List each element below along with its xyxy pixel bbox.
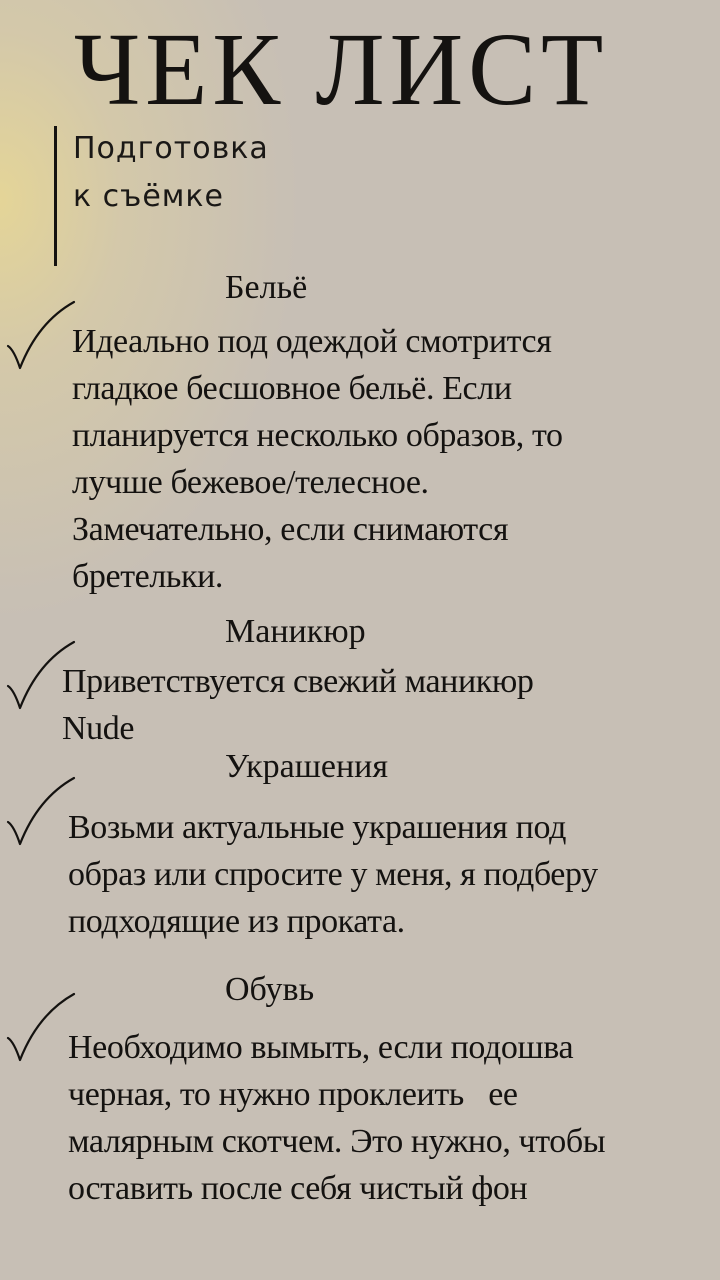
- text-line: Приветствуется свежий маникюр: [62, 663, 534, 700]
- text-line: Возьми актуальные украшения под: [68, 809, 566, 846]
- section-heading-jewelry: Украшения: [225, 748, 388, 785]
- text-line: образ или спросите у меня, я подберу: [68, 856, 598, 893]
- subtitle-line: к съёмке: [73, 179, 225, 214]
- text-line: Nude: [62, 710, 135, 747]
- section-text-underwear: [72, 318, 563, 600]
- text-line: оставить после себя чистый фон: [68, 1170, 528, 1207]
- text-line: подходящие из проката.: [68, 903, 405, 940]
- checkmark-icon: [4, 298, 76, 370]
- checkmark-icon: [4, 990, 76, 1062]
- text-line: Замечательно, если снимаются: [72, 511, 509, 548]
- subtitle-line: Подготовка: [73, 131, 269, 166]
- text-line: малярным скотчем. Это нужно, чтобы: [68, 1123, 606, 1160]
- text-line: Необходимо вымыть, если подошва: [68, 1029, 574, 1066]
- subtitle: [73, 125, 269, 221]
- text-line: планируется несколько образов, то: [72, 417, 563, 454]
- text-line: бретельки.: [72, 558, 224, 595]
- page-title: ЧЕК ЛИСТ: [74, 12, 609, 127]
- text-line: Идеально под одеждой смотрится: [72, 323, 552, 360]
- checkmark-icon: [4, 774, 76, 846]
- section-text-jewelry: [68, 804, 598, 945]
- section-text-shoes: [68, 1024, 605, 1212]
- section-heading-shoes: Обувь: [225, 971, 315, 1008]
- text-line: лучше бежевое/телесное.: [72, 464, 429, 501]
- text-line: черная, то нужно проклеить ее: [68, 1076, 518, 1113]
- text-line: гладкое бесшовное бельё. Если: [72, 370, 512, 407]
- section-heading-manicure: Маникюр: [225, 613, 366, 650]
- section-text-manicure: [62, 658, 533, 752]
- section-heading-underwear: Бельё: [225, 269, 308, 306]
- subtitle-divider: [54, 126, 57, 266]
